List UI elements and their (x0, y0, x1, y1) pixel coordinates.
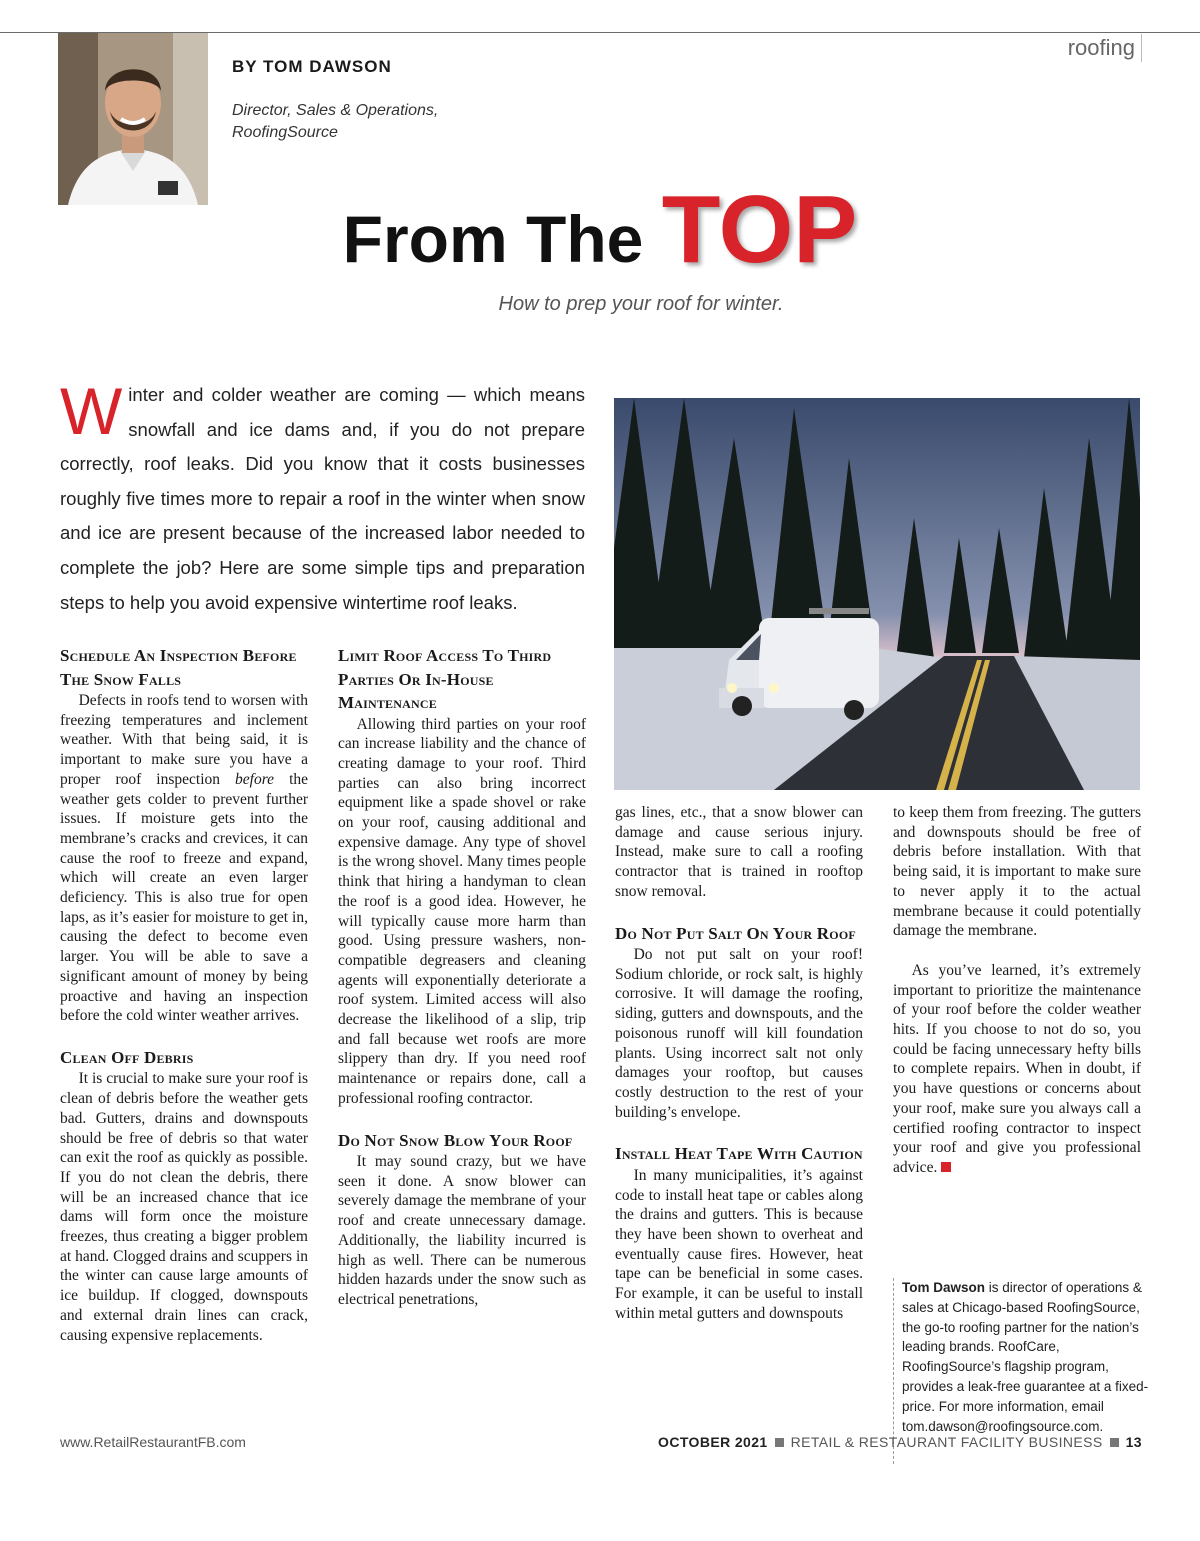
column-3 (615, 803, 863, 1323)
body-snowblow-continued: gas lines, etc., that a snow blower can damage and cause serious injury. Instead, make sure to call a roofing contractor that is trained in rooftop snow removal. (615, 804, 863, 900)
heading-debris: Clean Off Debris (60, 1047, 194, 1067)
bio-name: Tom Dawson (902, 1280, 986, 1295)
heading-snowblow: Do Not Snow Blow Your Roof (338, 1130, 573, 1150)
end-mark-icon (941, 1162, 951, 1172)
lead-paragraph (60, 374, 585, 620)
heading-heattape: Install Heat Tape With Caution (615, 1144, 863, 1164)
drop-cap: W (60, 374, 123, 448)
heading-access: Limit Roof Access To Third Parties Or In-House Maintenance (338, 646, 552, 712)
body-closing (893, 961, 1141, 1178)
headline-part-1: From The (342, 202, 644, 276)
section-tag: roofing (1068, 34, 1142, 62)
body-inspection-a: Defects in roofs tend to worsen with freezing temperatures and inclement weather. With that being said, it is important to make sure you have a proper roof inspection (60, 692, 308, 788)
body-closing-text: As you’ve learned, it’s extremely important to prioritize the maintenance of your roof before the colder weather hits. If you choose to not do so, you could be facing unnecessary hefty bills to complete repairs. When in doubt, if you have questions or concerns about your roof, make sure you always call a certified roofing contractor to inspect your roof and give you professional advice. (893, 961, 1141, 1176)
footer-page-number: 13 (1125, 1434, 1142, 1450)
author-role-line-2: RoofingSource (232, 124, 338, 141)
author-role (232, 100, 532, 144)
column-4 (893, 803, 1141, 1178)
headline-accent: TOP (661, 176, 858, 283)
lead-text: inter and colder weather are coming — which means snowfall and ice dams and, if you do not prepare correctly, roof leaks. Did you know that it costs businesses roughly five times more to repair a roof in the winter when snow and ice are present because of the increased labor needed to complete the job? Here are some simple tips and preparation steps to help you avoid expensive wintertime roof leaks. (60, 384, 585, 613)
headline (0, 176, 1200, 289)
heading-inspection: Schedule An Inspection Before The Snow Falls (60, 646, 297, 689)
author-role-line-1: Director, Sales & Operations, (232, 102, 439, 119)
body-heattape-continued: to keep them from freezing. The gutters and downspouts should be free of debris before installation. With that being said, it is important to make sure to never apply it to the actual membrane because it could potentially damage the membrane. (893, 804, 1141, 940)
footer-publication: RETAIL & RESTAURANT FACILITY BUSINESS (790, 1434, 1103, 1450)
body-snowblow: It may sound crazy, but we have seen it done. A snow blower can severely damage the membrane of your roof and create unnecessary damage. Additionally, the liability incurred is high as well. There can be numerous hidden hazards under the snow such as electrical penetrations, (338, 1153, 586, 1308)
heading-salt: Do Not Put Salt On Your Roof (615, 923, 856, 943)
body-inspection (60, 691, 308, 1026)
winter-van-photo (614, 398, 1140, 790)
bio-text: is director of operations & sales at Chicago-based RoofingSource, the go-to roofing partner for the nation’s leading brands. RoofCare, RoofingSource’s flagship program, provides a leak-free guarantee at a fixed-price. For more information, email tom.dawson@roofingsource.com. (902, 1280, 1149, 1434)
footer-folio (658, 1434, 1142, 1450)
body-salt: Do not put salt on your roof! Sodium chloride, or rock salt, is highly corrosive. It will damage the roofing, siding, gutters and downspouts, and the poisonous runoff will kill foundation plants. Using incorrect salt not only damages your rooftop, but causes costly destruction to the rest of your building’s envelope. (615, 946, 863, 1121)
separator-square-icon (775, 1438, 784, 1447)
footer-website: www.RetailRestaurantFB.com (60, 1434, 246, 1450)
separator-square-icon (1110, 1438, 1119, 1447)
column-1 (60, 644, 308, 1345)
body-access: Allowing third parties on your roof can increase liability and the chance of creating damage to your roof. Third parties can also bring incorrect equipment like a spade shovel or rake on your roof, causing additional and expensive damage. Any type of shovel is the wrong shovel. Many times people think that hiring a handyman to clean the roof is a good idea. However, he will typically cause more harm than good. Using pressure washers, non-compatible degreasers and cleaning agents will exponentially deteriorate a roof system. Limited access will also decrease the likelihood of a slip, trip and fall because wet roofs are more slippery than dry. If you need roof maintenance or repairs done, call a professional roofing contractor. (338, 715, 586, 1107)
body-debris: It is crucial to make sure your roof is clean of debris before the weather gets bad. Gutters, drains and downspouts should be free of debris so that water can exit the roof as quickly as possible. If you do not clean the debris, there will be an increased chance that ice dams will form once the moisture freezes, thus creating a bigger problem at hand. Clogged drains and scuppers in the winter can cause large amounts of ice buildup. If clogged, downspouts and external drain lines can crack, causing expensive replacements. (60, 1070, 308, 1344)
byline: BY TOM DAWSON (232, 57, 392, 76)
body-heattape: In many municipalities, it’s against code to install heat tape or cables along the drains and gutters. This is because they have been shown to overheat and eventually cause fires. However, heat tape can be beneficial in some cases. For example, it can be useful to install within metal gutters and downspouts (615, 1166, 863, 1322)
body-inspection-b: the weather gets colder to prevent further issues. If moisture gets into the membrane’s cracks and crevices, it can cause the roof to freeze and expand, which will create an even larger deficiency. This is also true for open laps, as it’s easier for moisture to get in, causing the defect to become even larger. You will be able to save a significant amount of money by being proactive and having an inspection before the cold winter weather arrives. (60, 770, 309, 1025)
footer-issue: OCTOBER 2021 (658, 1434, 768, 1450)
body-inspection-emphasis: before (235, 770, 275, 788)
subhead: How to prep your roof for winter. (498, 293, 784, 315)
column-2 (338, 644, 586, 1310)
